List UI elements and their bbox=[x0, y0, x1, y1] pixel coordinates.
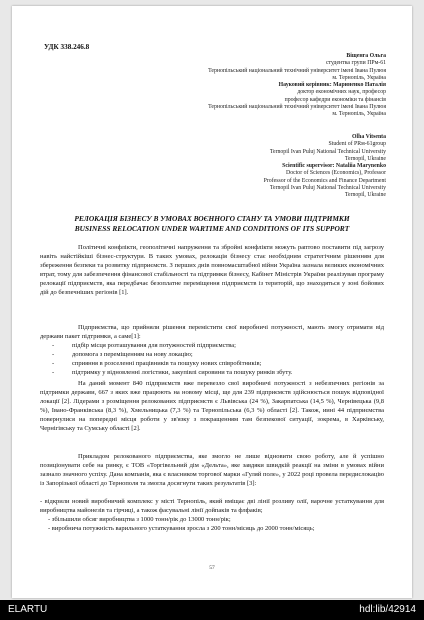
udc-code: УДК 338.246.8 bbox=[44, 43, 90, 51]
repository-name: ELARTU bbox=[8, 604, 48, 615]
paragraph-example: Прикладом релокованого підприємства, яке змогло не лише відновити свою роботу, але й успішно позиціонувати себе на ринку, є ТОВ «Торгівельний дім «Дельта», яке завдяки швидкій реакції на зміни в умовах війни зазнало значного успіху. Дана компанія, яка є власником торгової марки «Гуляй поле», у 2022 році провела передислокацію із Запорізької області до Тернополя та змогла досягнути таких результатів [3]: bbox=[40, 453, 384, 487]
author-block-ua bbox=[208, 53, 386, 119]
list-item: - допомога з переміщенням на нову локацію; bbox=[52, 351, 193, 358]
result-item: - збільшили обсяг виробництва з 1000 тонн/рік до 13000 тонн/рік; bbox=[48, 516, 231, 523]
author-line: Student of PRм-61group bbox=[328, 141, 386, 148]
author-line: Doctor of Sciences (Economics), Professor bbox=[286, 170, 386, 177]
list-item: - сприяння в розселенні працівників та пошуку нових співробітників; bbox=[52, 360, 262, 367]
paragraph-intro: Політичні конфлікти, геополітичні напруження та збройні конфлікти можуть раптово поставити під загрозу навіть найстійкіші бізнес-структури. В таких умовах, релокація бізнесу стає необхідним стратегічним рішенням для збереження безпеки та розвитку підприємств. З перших днів повномасштабної війни Україна зазнала великих економічних втрат, тому для забезпечення фінансової стабільності та підтримки бізнесу, Кабінет Міністрів України реалізував програму релокації підприємств, яка передбачає безоплатне переміщення підприємств із територій, що знаходяться у зоні бойових дій до безпечніших регіонів [1]. bbox=[40, 244, 384, 296]
author-line: Scientific supervisor: Natalіia Marynenko bbox=[282, 163, 386, 170]
author-line: Науковий керівник: Мариненко Наталія bbox=[278, 82, 386, 89]
paragraph-support: Підприємства, що прийняли рішення перемістити свої виробничі потужності, мають змогу отримати від держави пакет підтримки, а саме[1]: bbox=[40, 324, 384, 340]
result-item: - відкрили новий виробничий комплекс у місті Тернопіль, який вміщає дві лінії розливу олії, варочне устаткування для виробництва майонезів та гірчиці, а також фасувальні лінії дойпаків та флфаків; bbox=[40, 498, 384, 514]
paragraph-statistics: На даний момент 840 підприємств вже перевезло свої виробничі потужності з небезпечних регіонів за підтримки держави, 667 з яких вже працюють на новому місці, ще для 239 підприємств здійснюється пошук відповідної локації [2]. Лідерами з розміщення релокованих підприємств є Львівська (24 %), Закарпатська (14,5 %), Чернівецька (9,8 %), Івано-Франківська (8,3 %), Хмельницька (7,3 %) та Тернопільська (6,3 %) області [2]. Також, иині 44 підприємства повернулися на попередні місця роботи у зв'язку з покращенням там безпекової ситуації, зокрема, в Харківську, Чернігівську та Сумську області [2]. bbox=[40, 380, 384, 432]
author-line: м. Тернопіль, Україна bbox=[332, 74, 386, 81]
author-line: Olha Vitsenta bbox=[352, 134, 386, 140]
author-line: студентка групи ПРм-61 bbox=[325, 60, 386, 67]
author-line: Віщенга Ольга bbox=[346, 53, 386, 59]
author-line: Ternopil Ivan Puluj National Technical University bbox=[269, 185, 386, 192]
author-line: Тернопільський національний технічний університет імені Івана Пулюя bbox=[208, 104, 386, 111]
author-line: м. Тернопіль, Україна bbox=[332, 111, 386, 118]
author-line: Ternopil, Ukraine bbox=[344, 155, 386, 162]
author-line: доктор економічних наук, професор bbox=[297, 89, 386, 96]
list-item: - підбір місця розташування для потужностей підприємства; bbox=[52, 342, 236, 349]
page-number: 57 bbox=[209, 565, 215, 571]
title-ua: РЕЛОКАЦІЯ БІЗНЕСУ В УМОВАХ ВОЄННОГО СТАНУ ТА УМОВИ ПІДТРИМКИ bbox=[74, 214, 350, 223]
list-item: - підтримку у відновленні логістики, закупівлі сировини та пошуку ринків збуту. bbox=[52, 369, 293, 376]
title-en: BUSINESS RELOCATION UNDER WARTIME AND CONDITIONS OF ITS SUPPORT bbox=[74, 224, 350, 233]
result-item: - виробнича потужність варильного устаткування зросла з 200 тонн/місяць до 2000 тонн/місяць; bbox=[48, 525, 315, 532]
document-page bbox=[12, 6, 412, 598]
repository-footer bbox=[0, 600, 424, 620]
author-line: професор кафедри економіки та фінансів bbox=[284, 96, 386, 103]
author-block-en bbox=[264, 134, 386, 200]
author-line: Ternopil Ivan Puluj National Technical University bbox=[269, 148, 386, 155]
author-line: Тернопільський національний технічний університет імені Івана Пулюя bbox=[208, 67, 386, 74]
author-line: Professor of the Economics and Finance Department bbox=[263, 177, 386, 184]
author-line: Ternopil, Ukraine bbox=[344, 192, 386, 199]
handle-id: hdl:lib/42914 bbox=[359, 604, 416, 615]
